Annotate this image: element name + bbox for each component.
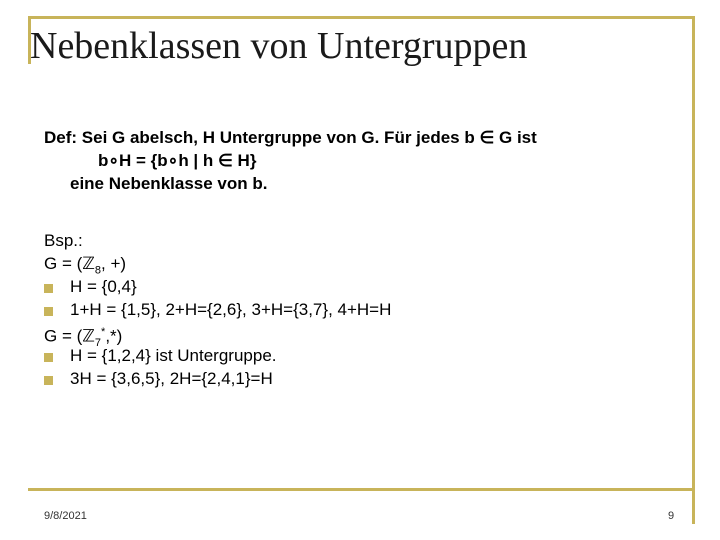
- footer-page-number: 9: [668, 510, 675, 522]
- definition-line-3: eine Nebenklasse von b.: [70, 174, 268, 193]
- slide-title: Nebenklassen von Untergruppen: [30, 25, 528, 67]
- definition-line-1: Def: Sei G abelsch, H Untergruppe von G. Für jedes b ∈ G ist: [44, 128, 537, 147]
- bullet-square-icon: [44, 376, 53, 385]
- frame-right-line: [692, 16, 695, 524]
- frame-top-line: [28, 16, 694, 19]
- definition-line-2: b∘H = {b∘h | h ∈ H}: [98, 151, 257, 170]
- bullet-3-text: H = {1,2,4} ist Untergruppe.: [70, 346, 277, 365]
- bullet-4-text: 3H = {3,6,5}, 2H={2,4,1}=H: [70, 369, 273, 388]
- group-z8-subscript: 8: [94, 264, 102, 277]
- bullet-square-icon: [44, 307, 53, 316]
- group-z8-prefix: G = (ℤ: [44, 254, 95, 273]
- group-z7-superscript: *: [101, 326, 106, 338]
- bullet-2-text: 1+H = {1,5}, 2+H={2,6}, 3+H={3,7}, 4+H=H: [70, 300, 392, 319]
- bullet-1-text: H = {0,4}: [70, 277, 137, 296]
- group-z7-subscript: 7: [94, 337, 102, 350]
- frame-bottom-line: [28, 488, 694, 491]
- footer-date: 9/8/2021: [44, 510, 87, 522]
- bullet-square-icon: [44, 353, 53, 362]
- group-z8-suffix: , +): [101, 254, 127, 273]
- group-z7-suffix: ,*): [105, 326, 123, 346]
- group-z7-prefix: G = (ℤ: [44, 326, 95, 346]
- bullet-square-icon: [44, 284, 53, 293]
- example-label: Bsp.:: [44, 231, 83, 250]
